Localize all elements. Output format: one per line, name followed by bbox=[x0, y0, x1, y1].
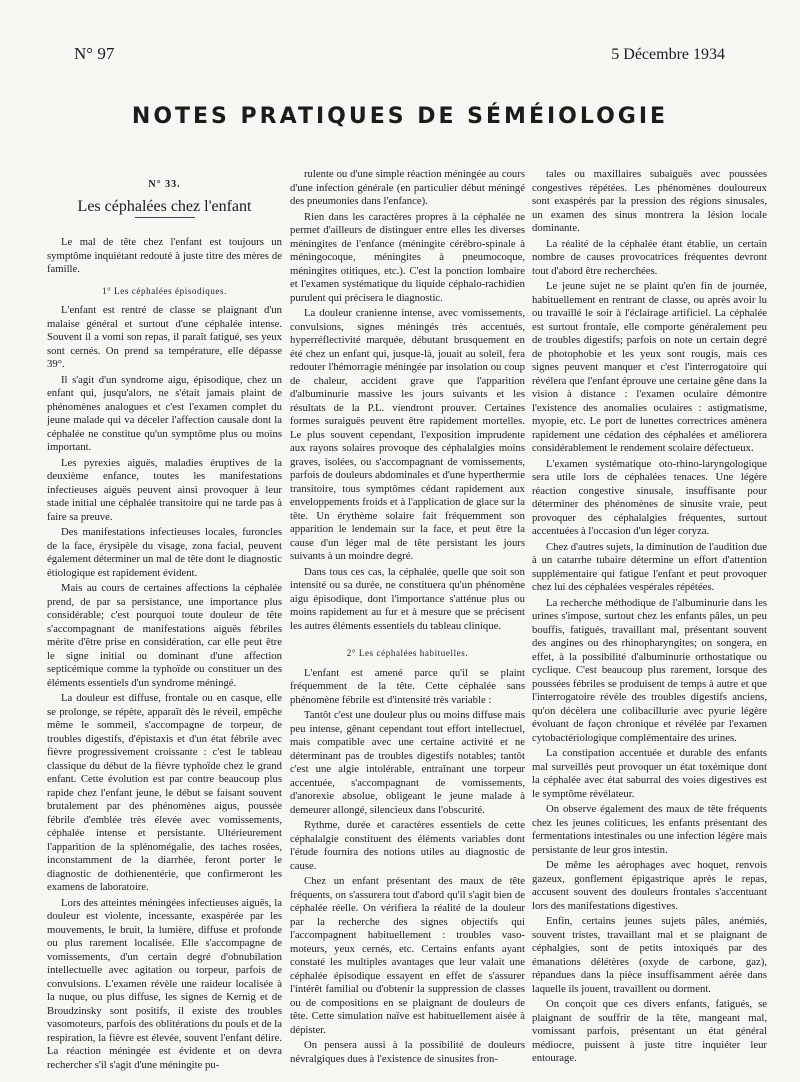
paragraph: La constipation accentuée et durable des enfants mal surveillés peut provoquer un état toxémique dont la céphalée avec état saburral des voies digestives est le symptôme révélateur. bbox=[532, 747, 767, 800]
paragraph: Chez d'autres sujets, la diminution de l'audition due à un catarrhe tubaire détermine un effort d'attention supplémentaire qui fatigue l'enfant et peut provoquer chez lui des céphalées vespérales répétées. bbox=[532, 540, 767, 593]
paragraph: La réalité de la céphalée étant établie, un certain nombre de causes provocatrices fréquentes devront tout d'abord être recherchées. bbox=[532, 237, 767, 277]
paragraph: La douleur cranienne intense, avec vomissements, convulsions, signes méningés très accentués, hyperréflectivité marquée, débutant brusquement en été chez un enfant qui, jusque-là, jouait au soleil, fera redouter l'hémorragie méningée par insolation ou coup de chaleur, accident grave que l'apparition d'albuminurie massive les jours suivants et les résultats de la P.L. viendront prouver. Certaines formes suraiguës peuvent être rapidement mortelles. Le plus souvent cependant, l'exposition imprudente aux rayons solaires provoque des céphalalgies moins graves, isolées, ou s'accompagnant de vomissements, parfois de douleurs abdominales et d'une hyperthermie transitoire, tous symptômes cédant rapidement aux enveloppements froids et à l'application de glace sur la tête. Un érythème solaire fait fréquemment son apparition le lendemain sur la face, et peut être la cause d'un léger mal de tête persistant les jours suivants à un moindre degré. bbox=[290, 307, 525, 562]
section-title: NOTES PRATIQUES DE SÉMÉIOLOGIE bbox=[131, 104, 669, 129]
paragraph: L'enfant est amené parce qu'il se plaint fréquemment de la tête. Cette céphalée sans phénomène fébrile est d'intensité très variable : bbox=[290, 666, 525, 706]
column-1 bbox=[47, 178, 282, 1078]
issue-number: N° 97 bbox=[74, 44, 115, 63]
paragraph: Rien dans les caractères propres à la céphalée ne permet d'ailleurs de distinguer entre elles les diverses méningites de l'enfance (méningite cérébro-spinale à méningocoque, méningites à pneumocoque, méningites otitiques, etc.). C'est la ponction lombaire et l'examen systématique du liquide céphalo-rachidien purulent qui précisera le diagnostic. bbox=[290, 210, 525, 304]
paragraph: De même les aérophages avec hoquet, renvois gazeux, gonflement épigastrique après le repas, accusent souvent des douleurs frontales s'accentuant lors des manifestations digestives. bbox=[532, 859, 767, 912]
paragraph: Le mal de tête chez l'enfant est toujours un symptôme inquiétant redouté à juste titre des mères de famille. bbox=[47, 236, 282, 275]
column-2 bbox=[290, 168, 525, 1068]
paragraph: rulente ou d'une simple réaction méningée au cours d'une infection générale (en particulier début méningé des pneumonies dans l'enfance). bbox=[290, 168, 525, 207]
paragraph: Rythme, durée et caractères essentiels de cette céphalalgie constituent des éléments variables dont l'étude fournira des notions utiles au diagnostic de cause. bbox=[290, 819, 525, 872]
paragraph: Mais au cours de certaines affections la céphalée prend, de par sa persistance, une importance plus considérable; c'est pourquoi toute douleur de tête s'accompagnant de manifestations aiguës fébriles mérite d'être prise en considération, car elle peut être le signe initial ou dominant d'une affection septicémique comme la typhoïde ou constituer un des éléments essentiels d'un syndrome méningé. bbox=[47, 582, 282, 689]
paragraph: On observe également des maux de tête fréquents chez les jeunes coliticues, les enfants présentant des fermentations intestinales ou une infection légère mais persistante de leur gros intestin. bbox=[532, 803, 767, 856]
paragraph: La douleur est diffuse, frontale ou en casque, elle se prolonge, se répète, apparaît dès le réveil, empêche même le sommeil, s'accompagne de torpeur, de troubles digestifs, d'épistaxis et d'un état fébrile avec fièvre progressivement croissante : c'est le tableau classique du début de la fièvre typhoïde chez le grand enfant. Cette évolution est par contre beaucoup plus rapide chez l'enfant jeune, le début se faisant souvent brutalement par des phénomènes aigus, poussée fébrile d'emblée très élevée avec vomissements, céphalée intense et persistante. Ultérieurement l'apparition de la splénomégalie, des taches rosées, inconstamment de la diarrhée, feront porter le diagnostic de dothienentérie, que confirmeront les examens de laboratoire. bbox=[47, 692, 282, 893]
column-3 bbox=[532, 168, 767, 1068]
paragraph: Lors des atteintes méningées infectieuses aiguës, la douleur est violente, incessante, exaspérée par les mouvements, le bruit, la lumière, diffuse et profonde ou plus rarement localisée. Elle s'accompagne de vomissements, d'un certain degré d'obnubilation intellectuelle avec agitation ou torpeur, parfois de convulsions. L'examen révèle une raideur localisée à la nuque, ou plus diffuse, les signes de Kernig et de Broudzinsky sont positifs, il existe des troubles vasomoteurs, parfois des oblitérations du pouls et de la respiration, la fièvre est élevée, souvent l'enfant délire. La réaction méningée est évidente et on devra rechercher s'il s'agit d'une méningite pu- bbox=[47, 896, 282, 1071]
paragraph: Les pyrexies aiguës, maladies éruptives de la deuxième enfance, toutes les manifestations infectieuses aiguës peuvent ainsi provoquer à leur stade initial une céphalée transitoire qui ne tarde pas à faire sa preuve. bbox=[47, 456, 282, 523]
paragraph: L'enfant est rentré de classe se plaignant d'un malaise général et surtout d'une céphalée intense. Souvent il a vomi son repas, il paraît fatigué, ses yeux sont cernés. On prend sa température, elle dépasse 39°. bbox=[47, 304, 282, 370]
title-rule bbox=[135, 217, 195, 218]
paragraph: Dans tous ces cas, la céphalée, quelle que soit son intensité ou sa durée, ne constituera qu'un phénomène aigu épisodique, dont l'importance s'atténue plus ou moins rapidement au fur et à mesure que se précisent les autres éléments essentiels du tableau clinique. bbox=[290, 565, 525, 632]
paragraph: On conçoit que ces divers enfants, fatigués, se plaignant de souffrir de la tête, mangeant mal, vomissant parfois, présentant un état général médiocre, puissent à juste titre inquiéter leur entourage. bbox=[532, 998, 767, 1064]
paragraph: tales ou maxillaires subaiguës avec poussées congestives répétées. Les phénomènes douloureux sont exaspérés par la pression des régions sinusales, un examen des sinus montrera la lésion locale dominante. bbox=[532, 168, 767, 234]
subheading-episodic: 1° Les céphalées épisodiques. bbox=[102, 285, 227, 296]
paragraph: Enfin, certains jeunes sujets pâles, anémiés, souvent tristes, travaillant mal et se plaignant de céphalgies, sont de petits intoxiqués par des émanations délétères (oxyde de carbone, gaz), répandues dans la pièce insuffisamment aérée dans laquelle ils jouent, travaillent ou dorment. bbox=[532, 915, 767, 995]
paragraph: Des manifestations infectieuses locales, furoncles de la face, érysipèle du visage, zona facial, peuvent également déterminer un mal de tête dont le diagnostic étiologique est rapidement évident. bbox=[47, 526, 282, 579]
article-number: N° 33. bbox=[148, 179, 181, 190]
paragraph: La recherche méthodique de l'albuminurie dans les urines s'impose, surtout chez les enfants pâles, un peu bouffis, fatigués, travaillant mal, présentant souvent des angines ou des rhinopharyngites; on songera, en effet, à la possibilité d'albuminurie orthostatique ou cyclique. C'est beaucoup plus rarement, lorsque des poussées fébriles se produisent de temps à autre et que l'interrogatoire révèle des troubles digestifs anciens, qu'on décèlera une colibacillurie avec pyurie légère évoluant de façon chronique et révélée par l'examen cytobactériologique complémentaire des urines. bbox=[532, 596, 767, 744]
paragraph: Il s'agit d'un syndrome aigu, épisodique, chez un enfant qui, jusqu'alors, ne s'était jamais plaint de phénomènes analogues et c'est l'examen complet du jeune malade qui va déceler l'affection causale dont la céphalée ne constitue qu'un symptôme plus ou moins important. bbox=[47, 373, 282, 453]
issue-date: 5 Décembre 1934 bbox=[611, 46, 725, 63]
paragraph: On pensera aussi à la possibilité de douleurs névralgiques dues à l'existence de sinusites fron- bbox=[290, 1039, 525, 1065]
paragraph: Chez un enfant présentant des maux de tête fréquents, on s'assurera tout d'abord qu'il s'agit bien de céphalée réelle. On vérifiera la réalité de la douleur par la recherche des signes objectifs qui l'accompagnent habituellement : troubles vaso-moteurs, yeux cernés, etc. Certains enfants ayant constaté les multiples avantages que leur valait une céphalée épisodique essayent en effet de s'assurer l'intérêt familial ou d'obtenir la suppression de classes ou de compositions en se plaignant de douleurs de tête. Cette simulation naïve est habituellement aisée à dépister. bbox=[290, 875, 525, 1036]
paragraph: L'examen systématique oto-rhino-laryngologique sera utile lors de céphalées tenaces. Une légère réaction congestive sinusale, insuffisante pour déterminer des phénomènes de sinusite vraie, peut provoquer des céphalalgies fréquentes, surtout accentuées à l'occasion d'un léger coryza. bbox=[532, 457, 767, 537]
paragraph: Le jeune sujet ne se plaint qu'en fin de journée, habituellement en rentrant de classe, ou après avoir lu ou travaillé le soir à l'éclairage artificiel. La céphalée est surtout frontale, elle comporte généralement peu de troubles digestifs; parfois on note un certain degré de photophobie et les yeux sont rougis, mais ces signes peuvent manquer et c'est l'interrogatoire qui révélera que l'enfant éprouve une certaine gêne dans la vision à distance : l'examen oculaire démontre l'existence des anomalies oculaires : astigmatisme, myopie, etc. Le port de lunettes correctrices amènera rapidement une cédation des céphalées et améliorera considérablement le rendement scolaire défectueux. bbox=[532, 280, 767, 454]
paragraph: Tantôt c'est une douleur plus ou moins diffuse mais peu intense, gênant cependant tout effort intellectuel, mais compatible avec une certaine activité et ne déterminant pas de troubles digestifs notables; tantôt c'est une algie intolérable, entraînant une torpeur accentuée, s'accompagnant de vomissements, d'anorexie absolue, obligeant le jeune malade à demeurer allongé, silencieux dans l'obscurité. bbox=[290, 709, 525, 816]
article-title: Les céphalées chez l'enfant bbox=[77, 197, 252, 215]
subheading-habitual: 2° Les céphalées habituelles. bbox=[346, 648, 469, 658]
